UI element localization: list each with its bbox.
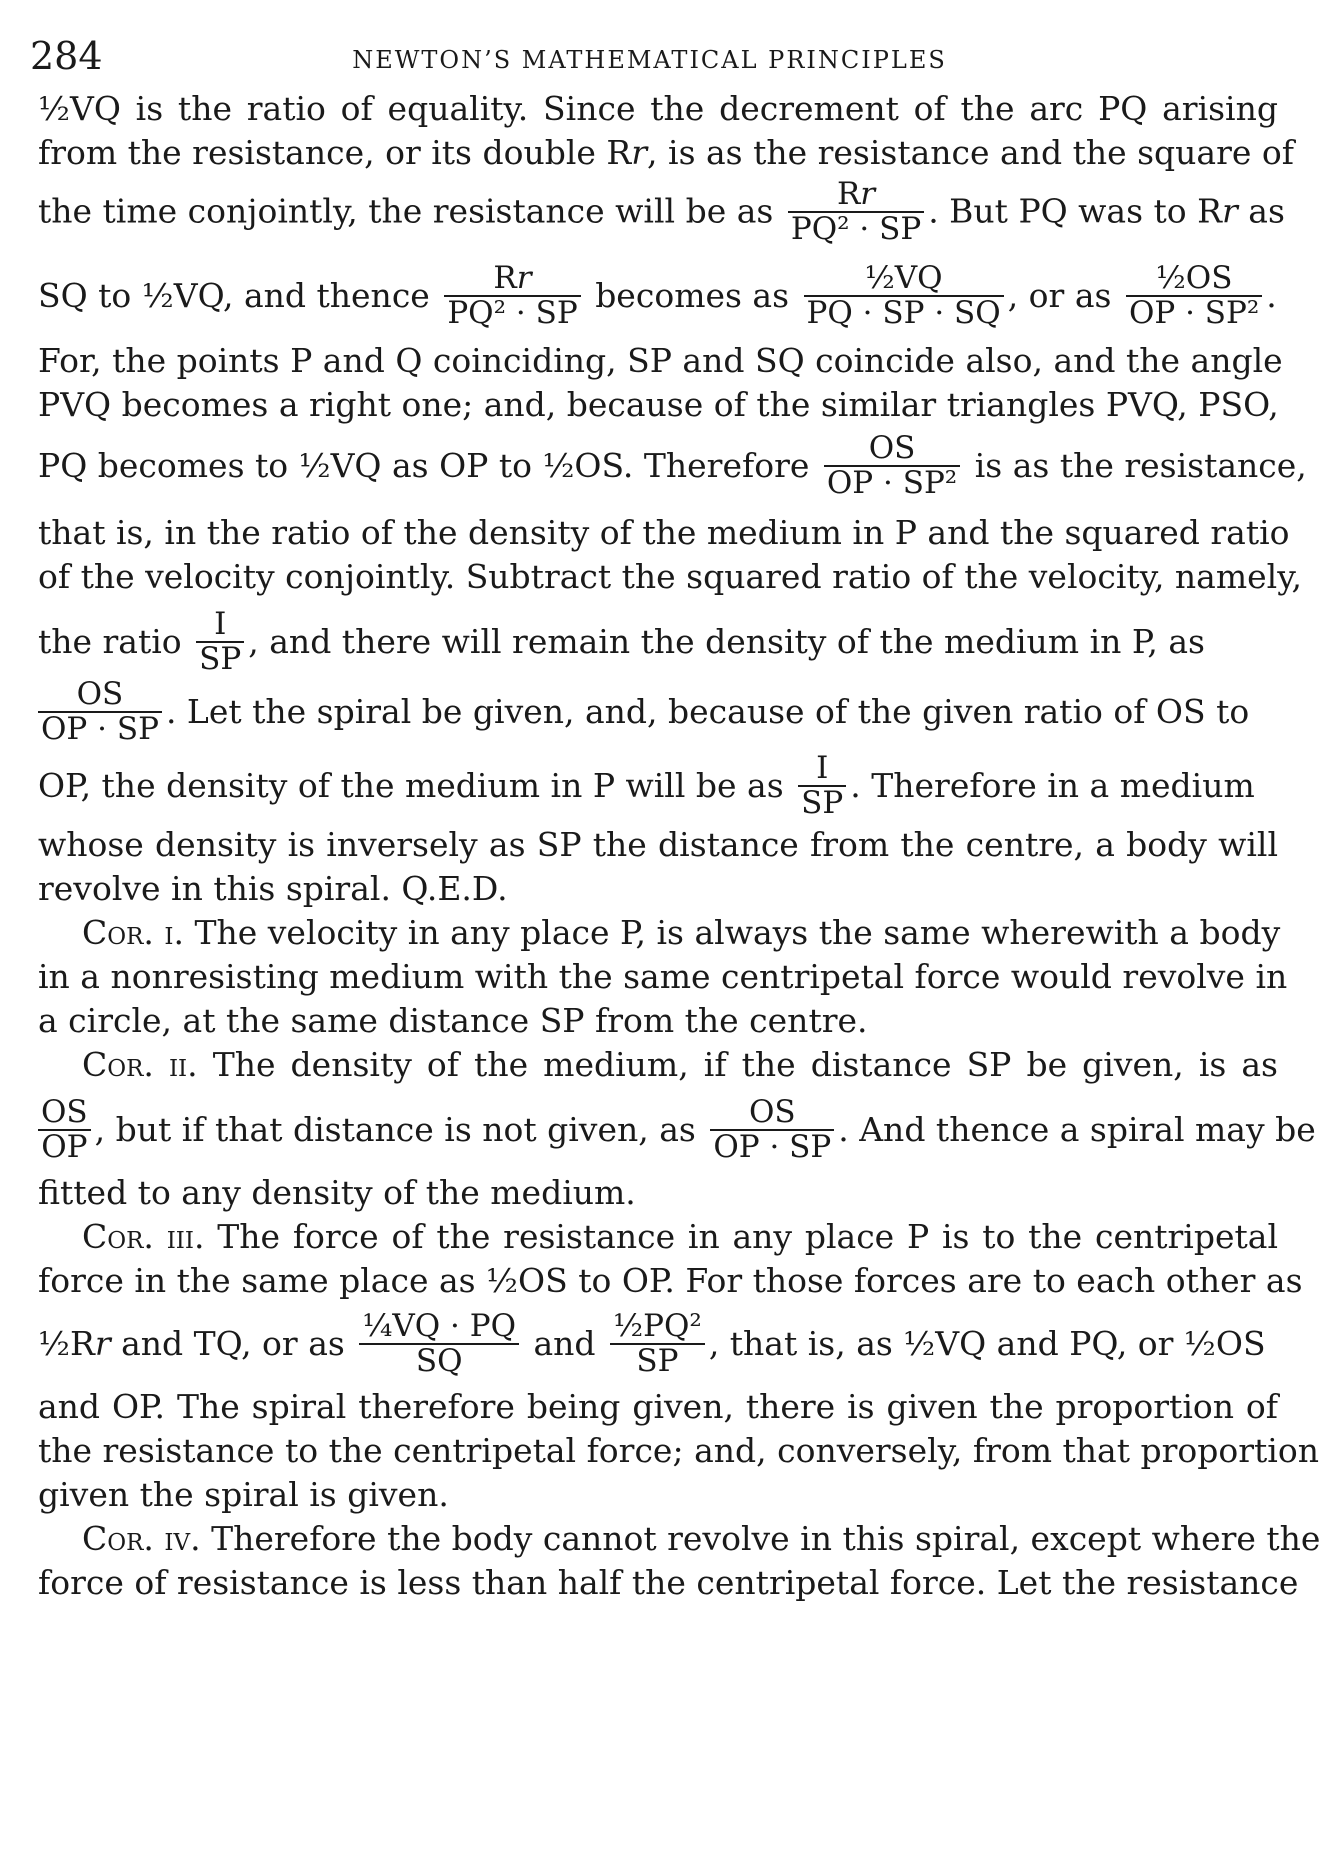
fraction: $\frac{I}{SP}$ <box>196 608 244 675</box>
corollary-label: Cor. iii. <box>82 1217 205 1256</box>
fraction: $\frac{\text{½PQ²}}{SP}$ <box>610 1310 705 1377</box>
text-line: $\frac{OS}{OP \cdot SP}$ . Let the spiral be given, and, because of the given ratio of OS to <box>38 674 1278 750</box>
text-line: the time conjointly, the resistance will be as $\frac{Rr}{\text{PQ² · SP}}$ . But PQ was to Rr as <box>38 176 1285 247</box>
text-line: $\frac{OS}{OP}$ , but if that distance is not given, as $\frac{OS}{OP \cdot SP}$ . And thence a spiral may be <box>38 1092 1278 1168</box>
corollary-label: Cor. iv. <box>82 1519 201 1558</box>
fraction: $\frac{\text{½OS}}{\text{OP · SP²}}$ <box>1126 262 1262 329</box>
text-line: that is, in the ratio of the density of the medium in P and the squared ratio <box>38 513 1290 552</box>
text-line: SQ to ½VQ, and thence $\frac{Rr}{\text{PQ² · SP}}$ becomes as $\frac{\text{½VQ}}{PQ \cdot SP \cdot SQ}$ , or as $\frac{\text{½OS}}{\text{OP · SP²}}$ . <box>38 260 1277 331</box>
running-title: NEWTON’S MATHEMATICAL PRINCIPLES <box>352 46 947 74</box>
text-line: PQ becomes to ½VQ as OP to ½OS. Therefore $\frac{OS}{\text{OP · SP²}}$ is as the resistance, <box>38 430 1307 501</box>
text-line: ½Rr and TQ, or as $\frac{\text{¼VQ · PQ}}{SQ}$ and $\frac{\text{½PQ²}}{SP}$ , that is, as ½VQ and PQ, or ½OS <box>38 1308 1266 1379</box>
fraction: $\frac{\text{½VQ}}{PQ \cdot SP \cdot SQ}$ <box>804 262 1004 329</box>
text-line: For, the points P and Q coinciding, SP and SQ coincide also, and the angle <box>38 341 1283 380</box>
text-line: force of resistance is less than half the centripetal force. Let the resistance <box>38 1563 1299 1602</box>
text-line: Cor. iv. Therefore the body cannot revolve in this spiral, except where the <box>82 1519 1320 1558</box>
text-line: ½VQ is the ratio of equality. Since the decrement of the arc PQ arising <box>38 89 1278 128</box>
text-line: Cor. iii. The force of the resistance in any place P is to the centripetal <box>82 1217 1278 1256</box>
fraction: $\frac{OS}{OP \cdot SP}$ <box>38 678 162 745</box>
text-line: Cor. i. The velocity in any place P, is always the same wherewith a body <box>82 913 1281 952</box>
text-line: fitted to any density of the medium. <box>38 1173 636 1212</box>
text-line: OP, the density of the medium in P will be as $\frac{I}{SP}$ . Therefore in a medium <box>38 750 1255 821</box>
fraction: $\frac{\text{¼VQ · PQ}}{SQ}$ <box>359 1310 519 1377</box>
page-number: 284 <box>30 34 103 78</box>
text-line: a circle, at the same distance SP from the centre. <box>38 1001 868 1040</box>
text-line: the resistance to the centripetal force; and, conversely, from that proportion <box>38 1431 1319 1470</box>
text-line: and OP. The spiral therefore being given, there is given the proportion of <box>38 1387 1278 1426</box>
corollary-label: Cor. i. <box>82 913 184 952</box>
text-line: from the resistance, or its double Rr, is as the resistance and the square of <box>38 133 1294 172</box>
running-header <box>30 30 1269 90</box>
fraction: $\frac{OS}{OP}$ <box>38 1096 91 1163</box>
text-line: the ratio $\frac{I}{SP}$ , and there will remain the density of the medium in P, as <box>38 606 1205 677</box>
fraction: $\frac{OS}{\text{OP · SP²}}$ <box>824 432 960 499</box>
text-line: of the velocity conjointly. Subtract the squared ratio of the velocity, namely, <box>38 557 1302 596</box>
fraction: $\frac{Rr}{\text{PQ² · SP}}$ <box>788 178 924 245</box>
text-line: PVQ becomes a right one; and, because of the similar triangles PVQ, PSO, <box>38 385 1279 424</box>
text-line: whose density is inversely as SP the distance from the centre, a body will <box>38 825 1278 864</box>
corollary-label: Cor. ii. <box>82 1045 198 1084</box>
text-line: in a nonresisting medium with the same centripetal force would revolve in <box>38 957 1288 996</box>
text-line: revolve in this spiral. Q.E.D. <box>38 869 508 908</box>
fraction: $\frac{Rr}{\text{PQ² · SP}}$ <box>444 262 580 329</box>
text-line: force in the same place as ½OS to OP. For those forces are to each other as <box>38 1261 1303 1300</box>
fraction: $\frac{I}{SP}$ <box>798 752 846 819</box>
text-line: given the spiral is given. <box>38 1475 449 1514</box>
fraction: $\frac{OS}{OP \cdot SP}$ <box>710 1096 834 1163</box>
text-line: Cor. ii. The density of the medium, if the distance SP be given, is as <box>82 1045 1278 1084</box>
